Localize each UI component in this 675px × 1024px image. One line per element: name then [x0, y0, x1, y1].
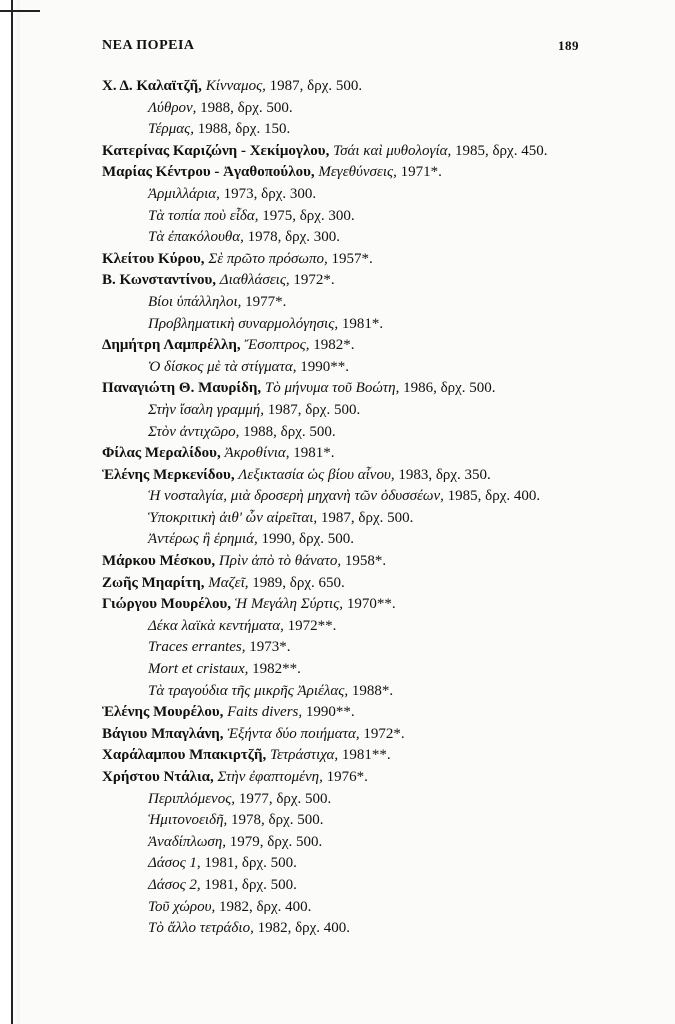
publication-details: 1972*. — [363, 725, 405, 742]
author-name: Γιώργου Μουρέλου, — [102, 596, 232, 613]
work-subentry — [102, 486, 642, 508]
author-entry — [102, 767, 642, 789]
work-title: Τὰ ἐπακόλουθα, — [148, 229, 244, 246]
work-title: Ἔσοπτρος, — [244, 337, 310, 354]
work-subentry — [102, 897, 642, 919]
work-title: Βίοι ὑπάλληλοι, — [148, 293, 242, 310]
publication-details: 1988, δρχ. 150. — [197, 121, 291, 138]
work-title: Δέκα λαϊκὰ κεντήματα, — [148, 617, 284, 634]
publication-details: 1987, δρχ. 500. — [267, 401, 361, 418]
publication-details: 1982*. — [313, 337, 355, 354]
publication-details: 1982, δρχ. 400. — [257, 920, 351, 937]
author-entry — [102, 745, 642, 767]
binding-tick-mark — [0, 10, 40, 12]
work-title: Περιπλόμενος, — [148, 790, 236, 807]
author-entry — [102, 270, 642, 292]
work-title: Τὰ τραγούδια τῆς μικρῆς Ἀριέλας, — [148, 682, 349, 699]
work-subentry — [102, 508, 642, 530]
work-title: Τὰ τοπία ποὺ εἶδα, — [148, 207, 259, 224]
publication-details: 1981, δρχ. 500. — [204, 876, 297, 893]
work-subentry — [102, 853, 642, 875]
work-title: Mort et cristaux, — [148, 661, 249, 678]
work-title: Ἀναδίπλωση, — [148, 833, 227, 850]
publication-details: 1981, δρχ. 500. — [204, 855, 297, 872]
author-name: Παναγιώτη Θ. Μαυρίδη, — [102, 380, 262, 397]
author-entry — [102, 249, 642, 271]
work-title: Στὸν ἀντιχῶρο, — [148, 423, 240, 440]
work-subentry — [102, 616, 642, 638]
work-subentry — [102, 357, 642, 379]
author-entry — [102, 443, 642, 465]
author-entry — [102, 465, 642, 487]
work-title: Ἡ νοσταλγία, μιὰ δροσερὴ μηχανὴ τῶν ὀδυσσέων, — [148, 488, 444, 505]
publication-details: 1982**. — [252, 661, 301, 678]
work-title: Ἀντέρως ἢ ἐρημιά, — [148, 531, 258, 548]
author-name: Μάρκου Μέσκου, — [102, 553, 216, 570]
work-title: Τὸ μήνυμα τοῦ Βοώτη, — [264, 380, 400, 397]
work-subentry — [102, 227, 642, 249]
author-entry — [102, 573, 642, 595]
publication-details: 1986, δρχ. 500. — [403, 380, 496, 397]
binding-rule — [11, 0, 13, 1024]
publication-details: 1985, δρχ. 450. — [454, 142, 548, 159]
work-title: Ἀκροθίνια, — [224, 445, 290, 462]
work-title: Τέρμας, — [148, 121, 194, 138]
author-name: Ζωῆς Μηαρίτη, — [102, 574, 205, 591]
author-name: Χρήστου Ντάλια, — [102, 769, 214, 785]
publication-details: 1973*. — [249, 639, 291, 656]
publication-details: 1987, δρχ. 500. — [269, 78, 363, 94]
author-name: Μαρίας Κέντρου - Ἀγαθοπούλου, — [102, 164, 315, 181]
work-subentry — [102, 314, 642, 336]
author-entry — [102, 378, 642, 400]
work-title: Τὸ ἄλλο τετράδιο, — [148, 920, 254, 937]
page-binding-shadow — [0, 0, 20, 1024]
work-title: Μεγεθύνσεις, — [318, 164, 397, 181]
work-subentry — [102, 98, 642, 120]
work-title: Μαζεῖ, — [208, 574, 249, 591]
work-subentry — [102, 918, 642, 940]
publication-details: 1988, δρχ. 500. — [243, 423, 336, 440]
running-header — [102, 38, 579, 58]
publication-details: 1990**. — [305, 704, 355, 721]
work-title: Διαθλάσεις, — [219, 272, 290, 289]
work-subentry — [102, 637, 642, 659]
work-subentry — [102, 400, 642, 422]
publication-details: 1970**. — [346, 596, 396, 613]
bibliography-list — [102, 76, 642, 940]
work-title: Ὑποκριτικὴ ἀιθ' ὧν αἱρεῖται, — [148, 509, 318, 526]
work-title: Ὁ δίσκος μὲ τὰ στίγματα, — [148, 358, 297, 375]
publication-details: 1987, δρχ. 500. — [320, 509, 414, 526]
work-title: Λεξικτασία ὡς βίου αἶνου, — [238, 466, 395, 483]
author-name: Χαράλαμπου Μπακιρτζῆ, — [102, 747, 267, 764]
work-title: Κίνναμος, — [205, 78, 266, 94]
publication-details: 1978, δρχ. 300. — [247, 229, 341, 246]
work-title: Ἑξήντα δύο ποιήματα, — [227, 725, 360, 742]
publication-details: 1977*. — [245, 293, 287, 310]
author-name: Κλείτου Κύρου, — [102, 250, 205, 267]
work-subentry — [102, 659, 642, 681]
author-name: Χ. Δ. Καλαϊτζῆ, — [102, 78, 202, 94]
author-name: Β. Κωνσταντίνου, — [102, 272, 217, 289]
author-entry — [102, 141, 642, 163]
work-subentry — [102, 119, 642, 141]
publication-details: 1983, δρχ. 350. — [398, 466, 491, 483]
publication-details: 1981*. — [293, 445, 335, 462]
work-title: Πρὶν ἀπὸ τὸ θάνατο, — [218, 553, 342, 570]
publication-details: 1981*. — [341, 315, 384, 332]
work-title: Λύθρον, — [148, 99, 197, 116]
work-subentry — [102, 184, 642, 206]
publication-details: 1990**. — [300, 358, 350, 375]
work-subentry — [102, 206, 642, 228]
work-subentry — [102, 681, 642, 703]
author-entry — [102, 76, 642, 98]
author-name: Φίλας Μεραλίδου, — [102, 445, 221, 462]
author-name: Κατερίνας Καριζώνη - Χεκίμογλου, — [102, 142, 330, 159]
work-title: Τοῦ χώρου, — [148, 898, 216, 915]
publication-details: 1958*. — [344, 553, 387, 570]
author-name: Ἑλένης Μουρέλου, — [102, 704, 224, 721]
author-entry — [102, 594, 642, 616]
work-title: Τσάι καὶ μυθολογία, — [333, 142, 452, 159]
publication-details: 1976*. — [326, 769, 368, 785]
publication-details: 1989, δρχ. 650. — [252, 574, 345, 591]
work-title: Ἀρμιλλάρια, — [148, 185, 220, 202]
publication-details: 1978, δρχ. 500. — [231, 812, 324, 829]
publication-details: 1985, δρχ. 400. — [447, 488, 541, 505]
author-entry — [102, 724, 642, 746]
work-subentry — [102, 789, 642, 811]
work-title: Δάσος 2, — [148, 876, 201, 893]
work-title: Traces errantes, — [148, 639, 246, 656]
publication-details: 1972*. — [293, 272, 335, 289]
work-title: Σὲ πρῶτο πρόσωπο, — [208, 250, 328, 267]
work-title: Ἡ Μεγάλη Σύρτις, — [234, 596, 344, 613]
publication-details: 1971*. — [400, 164, 442, 181]
publication-details: 1988, δρχ. 500. — [200, 99, 293, 116]
work-subentry — [102, 875, 642, 897]
publication-details: 1973, δρχ. 300. — [223, 185, 317, 202]
work-subentry — [102, 810, 642, 832]
author-entry — [102, 702, 642, 724]
work-subentry — [102, 422, 642, 444]
publication-details: 1988*. — [351, 682, 394, 699]
work-title: Faits divers, — [227, 704, 303, 721]
publication-details: 1990, δρχ. 500. — [261, 531, 355, 548]
work-title: Δάσος 1, — [148, 855, 201, 872]
work-title: Προβληματικὴ συναρμολόγησις, — [148, 315, 339, 332]
author-name: Βάγιου Μπαγλάνη, — [102, 725, 224, 742]
publication-details: 1979, δρχ. 500. — [229, 833, 323, 850]
publication-details: 1981**. — [341, 747, 391, 764]
work-title: Στὴν ἴσαλη γραμμή, — [148, 401, 264, 418]
author-entry — [102, 162, 642, 184]
publication-details: 1957*. — [331, 250, 373, 267]
work-subentry — [102, 529, 642, 551]
author-entry — [102, 335, 642, 357]
author-name: Δημήτρη Λαμπρέλλη, — [102, 337, 241, 354]
author-name: Ἑλένης Μερκενίδου, — [102, 466, 235, 483]
publication-details: 1982, δρχ. 400. — [218, 898, 312, 915]
work-title: Στὴν ἐφαπτομένη, — [217, 769, 323, 785]
author-entry — [102, 551, 642, 573]
work-subentry — [102, 292, 642, 314]
publication-details: 1972**. — [287, 617, 337, 634]
work-subentry — [102, 832, 642, 854]
work-title: Ἡμιτονοειδῆ, — [148, 812, 228, 829]
journal-title: ΝΕΑ ΠΟΡΕΙΑ — [102, 38, 195, 53]
publication-details: 1975, δρχ. 300. — [262, 207, 355, 224]
publication-details: 1977, δρχ. 500. — [238, 790, 332, 807]
work-title: Τετράστιχα, — [269, 747, 339, 764]
page-number: 189 — [558, 38, 579, 53]
